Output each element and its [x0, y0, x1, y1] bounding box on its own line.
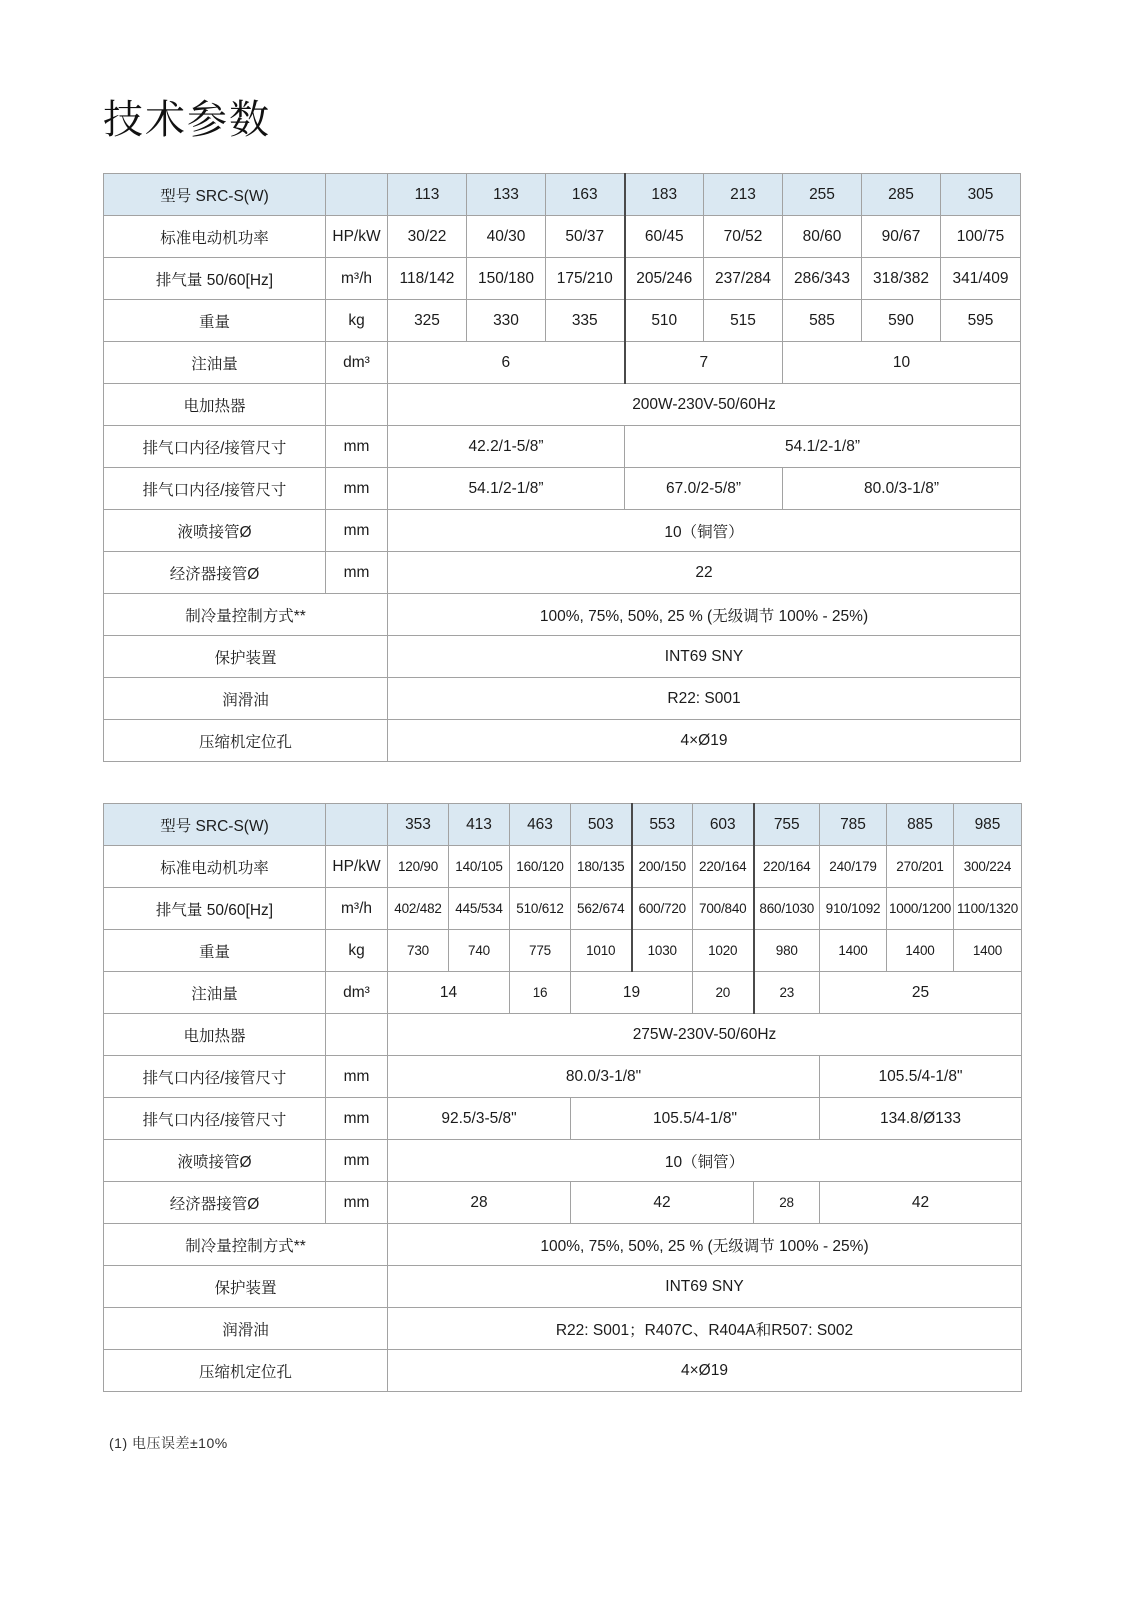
spec-value-cell: 910/1092	[820, 888, 887, 930]
table-row	[104, 720, 1021, 762]
spec-label-cell: 电加热器	[104, 1014, 326, 1056]
spec-label-cell: 经济器接管Ø	[104, 552, 326, 594]
model-header-cell: 985	[954, 804, 1022, 846]
spec-label-cell: 保护装置	[104, 636, 388, 678]
spec-value-cell: 4×Ø19	[388, 1350, 1022, 1392]
spec-value-cell: 50/37	[546, 216, 625, 258]
spec-value-cell: 40/30	[467, 216, 546, 258]
spec-unit-cell: HP/kW	[326, 216, 388, 258]
model-header-cell: 163	[546, 174, 625, 216]
spec-value-cell: R22: S001	[388, 678, 1021, 720]
table-row	[104, 1266, 1022, 1308]
spec-unit-cell: mm	[326, 426, 388, 468]
table-row	[104, 1350, 1022, 1392]
table-row	[104, 510, 1021, 552]
spec-value-cell: 28	[388, 1182, 571, 1224]
table-row	[104, 636, 1021, 678]
spec-value-cell: 42	[820, 1182, 1022, 1224]
table-row	[104, 468, 1021, 510]
spec-value-cell: 335	[546, 300, 625, 342]
spec-value-cell: 54.1/2-1/8”	[625, 426, 1021, 468]
spec-value-cell: 100%, 75%, 50%, 25 % (无级调节 100% - 25%)	[388, 1224, 1022, 1266]
model-header-cell: 463	[510, 804, 571, 846]
spec-value-cell: 510	[625, 300, 704, 342]
spec-value-cell: 1400	[954, 930, 1022, 972]
spec-label-cell: 电加热器	[104, 384, 326, 426]
spec-value-cell: 590	[862, 300, 941, 342]
spec-value-cell: 585	[783, 300, 862, 342]
spec-label-cell: 重量	[104, 300, 326, 342]
spec-unit-cell: mm	[326, 510, 388, 552]
spec-value-cell: 595	[941, 300, 1021, 342]
model-header-cell: 785	[820, 804, 887, 846]
model-header-cell: 755	[754, 804, 820, 846]
spec-label-cell: 润滑油	[104, 678, 388, 720]
spec-value-cell: 25	[820, 972, 1022, 1014]
table-row	[104, 1056, 1022, 1098]
spec-label-cell: 注油量	[104, 342, 326, 384]
footnote: (1) 电压误差±10%	[109, 1435, 228, 1451]
table-row	[104, 552, 1021, 594]
spec-unit-cell: mm	[326, 552, 388, 594]
spec-value-cell: 200/150	[632, 846, 693, 888]
spec-value-cell: 160/120	[510, 846, 571, 888]
spec-label-cell: 保护装置	[104, 1266, 388, 1308]
spec-value-cell: 60/45	[625, 216, 704, 258]
spec-label-cell: 排气口内径/接管尺寸	[104, 1056, 326, 1098]
spec-label-cell: 排气口内径/接管尺寸	[104, 1098, 326, 1140]
spec-label-cell: 排气口内径/接管尺寸	[104, 468, 326, 510]
spec-value-cell: 1100/1320	[954, 888, 1022, 930]
model-header-unit	[326, 804, 388, 846]
spec-unit-cell: m³/h	[326, 258, 388, 300]
model-header-cell: 285	[862, 174, 941, 216]
table-row	[104, 342, 1021, 384]
model-header-row	[104, 804, 1022, 846]
spec-value-cell: 80.0/3-1/8”	[783, 468, 1021, 510]
spec-value-cell: 980	[754, 930, 820, 972]
spec-value-cell: 80.0/3-1/8"	[388, 1056, 820, 1098]
spec-value-cell: 16	[510, 972, 571, 1014]
spec-value-cell: 100/75	[941, 216, 1021, 258]
spec-label-cell: 重量	[104, 930, 326, 972]
spec-value-cell: 700/840	[693, 888, 754, 930]
spec-value-cell: 105.5/4-1/8"	[820, 1056, 1022, 1098]
model-header-cell: 413	[449, 804, 510, 846]
spec-value-cell: R22: S001；R407C、R404A和R507: S002	[388, 1308, 1022, 1350]
spec-value-cell: INT69 SNY	[388, 1266, 1022, 1308]
spec-label-cell: 排气口内径/接管尺寸	[104, 426, 326, 468]
spec-label-cell: 润滑油	[104, 1308, 388, 1350]
table-row	[104, 1014, 1022, 1056]
spec-value-cell: 1020	[693, 930, 754, 972]
spec-unit-cell	[326, 1014, 388, 1056]
model-header-cell: 305	[941, 174, 1021, 216]
spec-value-cell: 42	[571, 1182, 754, 1224]
spec-label-cell: 排气量 50/60[Hz]	[104, 888, 326, 930]
spec-value-cell: 92.5/3-5/8"	[388, 1098, 571, 1140]
spec-value-cell: 341/409	[941, 258, 1021, 300]
model-header-cell: 353	[388, 804, 449, 846]
table-row	[104, 216, 1021, 258]
spec-label-cell: 标准电动机功率	[104, 846, 326, 888]
spec-unit-cell: m³/h	[326, 888, 388, 930]
spec-unit-cell: dm³	[326, 342, 388, 384]
model-header-cell: 213	[704, 174, 783, 216]
spec-table-2	[103, 803, 1022, 1392]
spec-value-cell: 54.1/2-1/8”	[388, 468, 625, 510]
spec-value-cell: 220/164	[754, 846, 820, 888]
table-row	[104, 846, 1022, 888]
spec-unit-cell: mm	[326, 1098, 388, 1140]
spec-value-cell: 105.5/4-1/8"	[571, 1098, 820, 1140]
spec-value-cell: 6	[388, 342, 625, 384]
spec-value-cell: 180/135	[571, 846, 632, 888]
table-row	[104, 1308, 1022, 1350]
table-row	[104, 888, 1022, 930]
spec-label-cell: 注油量	[104, 972, 326, 1014]
spec-value-cell: 730	[388, 930, 449, 972]
table-row	[104, 1224, 1022, 1266]
page-title: 技术参数	[103, 98, 271, 142]
spec-label-cell: 标准电动机功率	[104, 216, 326, 258]
spec-value-cell: 270/201	[887, 846, 954, 888]
spec-value-cell: 28	[754, 1182, 820, 1224]
spec-value-cell: 330	[467, 300, 546, 342]
spec-value-cell: 286/343	[783, 258, 862, 300]
spec-unit-cell: mm	[326, 1182, 388, 1224]
spec-label-cell: 经济器接管Ø	[104, 1182, 326, 1224]
spec-value-cell: 445/534	[449, 888, 510, 930]
spec-value-cell: 10（铜管）	[388, 510, 1021, 552]
table-row	[104, 1098, 1022, 1140]
spec-value-cell: 205/246	[625, 258, 704, 300]
spec-value-cell: 515	[704, 300, 783, 342]
spec-unit-cell: mm	[326, 468, 388, 510]
spec-value-cell: 100%, 75%, 50%, 25 % (无级调节 100% - 25%)	[388, 594, 1021, 636]
spec-value-cell: 240/179	[820, 846, 887, 888]
spec-value-cell: 275W-230V-50/60Hz	[388, 1014, 1022, 1056]
spec-value-cell: 562/674	[571, 888, 632, 930]
spec-value-cell: 4×Ø19	[388, 720, 1021, 762]
spec-unit-cell: dm³	[326, 972, 388, 1014]
spec-value-cell: 10	[783, 342, 1021, 384]
table-row	[104, 678, 1021, 720]
model-header-cell: 553	[632, 804, 693, 846]
table-row	[104, 426, 1021, 468]
spec-value-cell: 1400	[887, 930, 954, 972]
spec-value-cell: 120/90	[388, 846, 449, 888]
spec-unit-cell: mm	[326, 1140, 388, 1182]
spec-value-cell: 1000/1200	[887, 888, 954, 930]
spec-value-cell: 19	[571, 972, 693, 1014]
spec-value-cell: 22	[388, 552, 1021, 594]
spec-value-cell: 140/105	[449, 846, 510, 888]
spec-value-cell: 10（铜管）	[388, 1140, 1022, 1182]
spec-unit-cell: kg	[326, 300, 388, 342]
spec-label-cell: 液喷接管Ø	[104, 1140, 326, 1182]
table-row	[104, 384, 1021, 426]
spec-unit-cell: HP/kW	[326, 846, 388, 888]
spec-value-cell: 325	[388, 300, 467, 342]
table-row	[104, 972, 1022, 1014]
spec-label-cell: 制冷量控制方式**	[104, 594, 388, 636]
spec-value-cell: 150/180	[467, 258, 546, 300]
spec-value-cell: 237/284	[704, 258, 783, 300]
spec-value-cell: 90/67	[862, 216, 941, 258]
spec-label-cell: 液喷接管Ø	[104, 510, 326, 552]
spec-value-cell: 42.2/1-5/8”	[388, 426, 625, 468]
spec-table-1	[103, 173, 1021, 762]
spec-value-cell: 1400	[820, 930, 887, 972]
spec-value-cell: 740	[449, 930, 510, 972]
model-header-cell: 885	[887, 804, 954, 846]
spec-unit-cell	[326, 384, 388, 426]
model-header-cell: 503	[571, 804, 632, 846]
spec-value-cell: 220/164	[693, 846, 754, 888]
spec-value-cell: 30/22	[388, 216, 467, 258]
spec-label-cell: 制冷量控制方式**	[104, 1224, 388, 1266]
table-row	[104, 594, 1021, 636]
spec-label-cell: 压缩机定位孔	[104, 1350, 388, 1392]
spec-value-cell: 67.0/2-5/8”	[625, 468, 783, 510]
spec-value-cell: 175/210	[546, 258, 625, 300]
model-header-cell: 133	[467, 174, 546, 216]
spec-value-cell: 402/482	[388, 888, 449, 930]
spec-value-cell: 1010	[571, 930, 632, 972]
table-row	[104, 930, 1022, 972]
spec-value-cell: 860/1030	[754, 888, 820, 930]
spec-value-cell: 14	[388, 972, 510, 1014]
model-header-label: 型号 SRC-S(W)	[104, 804, 326, 846]
spec-value-cell: INT69 SNY	[388, 636, 1021, 678]
spec-unit-cell: kg	[326, 930, 388, 972]
table-row	[104, 1182, 1022, 1224]
spec-unit-cell: mm	[326, 1056, 388, 1098]
spec-value-cell: 23	[754, 972, 820, 1014]
spec-value-cell: 70/52	[704, 216, 783, 258]
table-row	[104, 258, 1021, 300]
spec-value-cell: 20	[693, 972, 754, 1014]
model-header-cell: 113	[388, 174, 467, 216]
table-row	[104, 1140, 1022, 1182]
spec-value-cell: 600/720	[632, 888, 693, 930]
table-row	[104, 300, 1021, 342]
model-header-row	[104, 174, 1021, 216]
spec-value-cell: 134.8/Ø133	[820, 1098, 1022, 1140]
model-header-cell: 603	[693, 804, 754, 846]
model-header-label: 型号 SRC-S(W)	[104, 174, 326, 216]
model-header-unit	[326, 174, 388, 216]
spec-value-cell: 7	[625, 342, 783, 384]
spec-value-cell: 80/60	[783, 216, 862, 258]
spec-value-cell: 510/612	[510, 888, 571, 930]
spec-value-cell: 118/142	[388, 258, 467, 300]
spec-value-cell: 200W-230V-50/60Hz	[388, 384, 1021, 426]
spec-label-cell: 压缩机定位孔	[104, 720, 388, 762]
spec-label-cell: 排气量 50/60[Hz]	[104, 258, 326, 300]
spec-value-cell: 300/224	[954, 846, 1022, 888]
spec-value-cell: 318/382	[862, 258, 941, 300]
model-header-cell: 183	[625, 174, 704, 216]
model-header-cell: 255	[783, 174, 862, 216]
spec-value-cell: 1030	[632, 930, 693, 972]
spec-value-cell: 775	[510, 930, 571, 972]
